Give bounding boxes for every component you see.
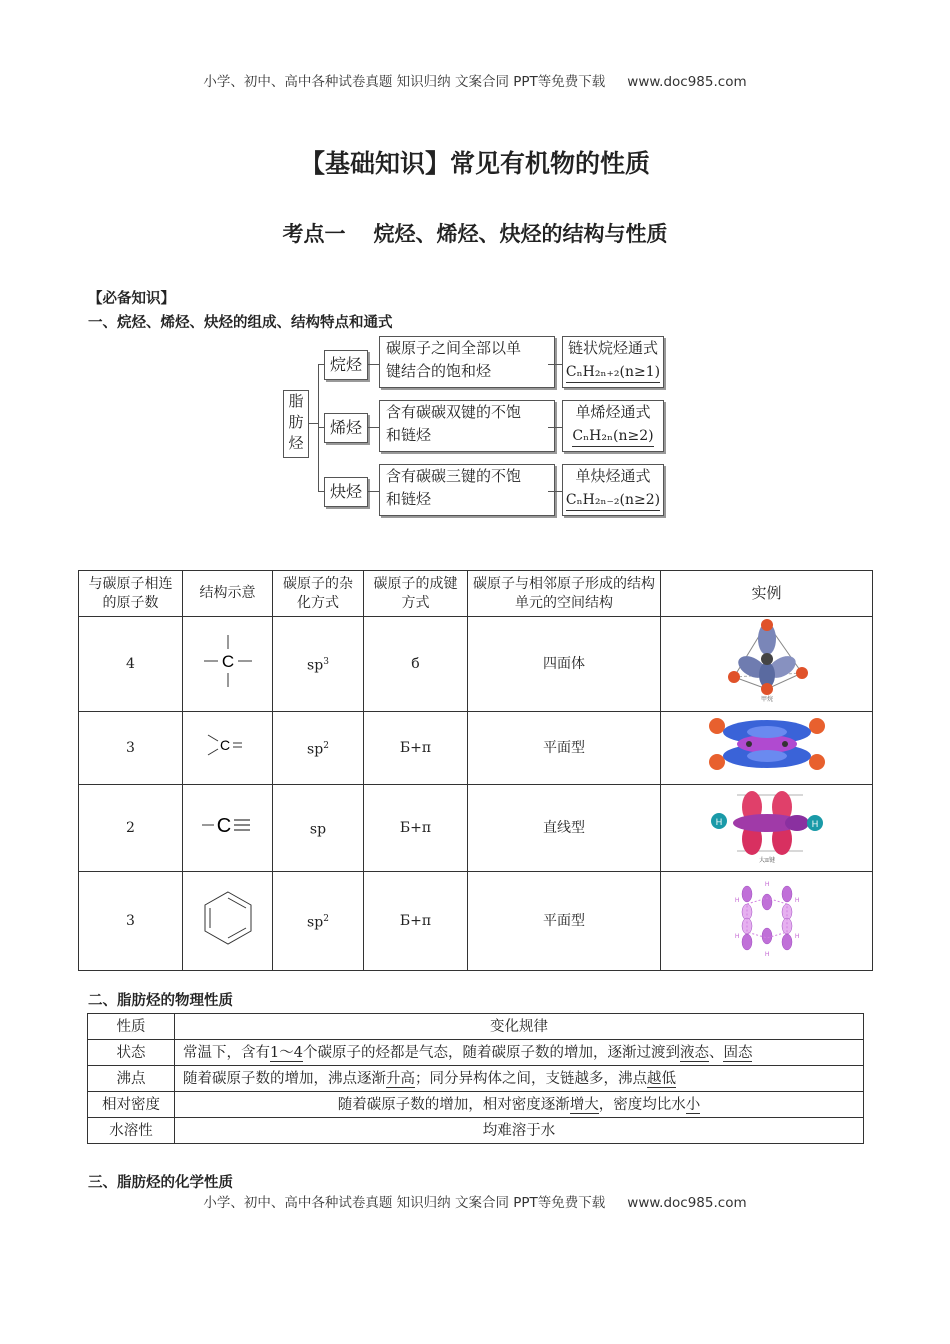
ethyne-caption: 大π键 — [758, 857, 775, 864]
root-box — [283, 390, 309, 458]
geometry: 四面体 — [468, 617, 661, 712]
svg-text:C: C — [221, 652, 234, 671]
connector — [367, 427, 379, 428]
page-title: 【基础知识】常见有机物的性质 — [299, 149, 650, 178]
sp-carbon-icon — [196, 805, 260, 845]
svg-text:H: H — [734, 898, 739, 904]
table-row — [88, 1066, 864, 1092]
ethene-model-image — [707, 712, 827, 778]
svg-text:H: H — [764, 882, 769, 888]
property-rule: 均难溶于水 — [175, 1118, 864, 1144]
alkyne-formula: CₙH₂ₙ₋₂(n≥2) — [566, 490, 660, 511]
alkane-desc-box — [379, 336, 555, 388]
sp2-carbon-icon — [198, 725, 258, 765]
section-3-heading: 三、脂肪烃的化学性质 — [88, 1175, 233, 1191]
atom-count: 3 — [79, 712, 183, 785]
root-char: 肪 — [288, 413, 304, 431]
svg-text:H: H — [715, 817, 722, 827]
property-rule: 随着碳原子数的增加，沸点逐渐升高；同分异构体之间，支链越多，沸点越低 — [175, 1066, 864, 1092]
subtitle-text: 烷烃、烯烃、炔烃的结构与性质 — [373, 222, 668, 246]
physical-properties-table — [87, 1013, 864, 1144]
connector — [548, 364, 562, 365]
property-rule: 随着碳原子数的增加，相对密度逐渐增大，密度均比水小 — [175, 1092, 864, 1118]
geometry: 直线型 — [468, 785, 661, 872]
alkane-desc-line: 碳原子之间全部以单 — [386, 339, 522, 357]
geometry: 平面型 — [468, 712, 661, 785]
alkyne-desc-line: 和链烃 — [386, 490, 432, 508]
root-char: 脂 — [288, 392, 304, 410]
alkyne-formula-title: 单炔烃通式 — [575, 467, 651, 485]
table-row — [88, 1092, 864, 1118]
benzene-model-image — [717, 878, 817, 958]
alkane-desc-line: 键结合的饱和烃 — [386, 362, 492, 380]
table-header: 碳原子的成键方式 — [364, 571, 468, 617]
table-row — [88, 1040, 864, 1066]
table-header: 与碳原子相连的原子数 — [79, 571, 183, 617]
example-cell — [661, 872, 873, 971]
connector — [367, 364, 379, 365]
table-row — [79, 785, 873, 872]
classification-diagram — [280, 334, 670, 520]
table-row — [79, 712, 873, 785]
property-rule: 常温下，含有1～4个碳原子的烃都是气态，随着碳原子数的增加，逐渐过渡到液态、固态 — [175, 1040, 864, 1066]
property-name: 相对密度 — [88, 1092, 175, 1118]
table-header: 实例 — [661, 571, 873, 617]
methane-model-image — [722, 617, 812, 705]
bond-type: Б+п — [364, 785, 468, 872]
bond-type: Б+п — [364, 872, 468, 971]
table-header: 变化规律 — [175, 1014, 864, 1040]
footer-url[interactable]: www.doc985.com — [627, 1195, 747, 1211]
sp3-carbon-icon — [198, 631, 258, 691]
hybridization: $sp^3$ — [273, 617, 364, 712]
svg-text:H: H — [794, 898, 799, 904]
connector — [548, 427, 562, 428]
property-name: 状态 — [88, 1040, 175, 1066]
svg-text:C: C — [219, 737, 230, 753]
alkene-desc-line: 和链烃 — [386, 426, 432, 444]
geometry: 平面型 — [468, 872, 661, 971]
alkyne-desc-line: 含有碳碳三键的不饱 — [386, 467, 522, 485]
subtitle-label: 考点一 — [282, 222, 346, 246]
property-name: 沸点 — [88, 1066, 175, 1092]
example-cell — [661, 617, 873, 712]
header-url[interactable]: www.doc985.com — [627, 74, 747, 90]
table-header: 碳原子与相邻原子形成的结构单元的空间结构 — [468, 571, 661, 617]
structure-cell — [183, 785, 273, 872]
structure-cell — [183, 712, 273, 785]
alkene-desc-line: 含有碳碳双键的不饱 — [386, 403, 522, 421]
section-1-heading: 一、烷烃、烯烃、炔烃的组成、结构特点和通式 — [88, 315, 393, 331]
connector — [367, 491, 379, 492]
svg-text:H: H — [811, 819, 818, 829]
alkane-formula: CₙH₂ₙ₊₂(n≥1) — [566, 362, 660, 383]
ethyne-model-image — [707, 785, 827, 865]
table-header: 性质 — [88, 1014, 175, 1040]
example-cell — [661, 785, 873, 872]
atom-count: 3 — [79, 872, 183, 971]
alkene-desc-box — [379, 400, 555, 452]
table-row — [79, 872, 873, 971]
page-footer — [0, 1191, 950, 1211]
hybridization: $sp^2$ — [273, 712, 364, 785]
structure-cell — [183, 617, 273, 712]
svg-text:H: H — [794, 934, 799, 940]
alkane-formula-box — [562, 336, 664, 388]
table-header-row — [79, 571, 873, 617]
svg-text:H: H — [764, 952, 769, 958]
alkene-box: 烯烃 — [324, 413, 368, 443]
alkene-formula-box — [562, 400, 664, 452]
table-row — [79, 617, 873, 712]
alkene-formula: CₙH₂ₙ(n≥2) — [572, 426, 653, 447]
svg-text:H: H — [734, 934, 739, 940]
footer-text: 小学、初中、高中各种试卷真题 知识归纳 文案合同 PPT等免费下载 — [203, 1195, 606, 1211]
header-text: 小学、初中、高中各种试卷真题 知识归纳 文案合同 PPT等免费下载 — [203, 74, 606, 90]
alkyne-box: 炔烃 — [324, 477, 368, 507]
structure-cell — [183, 872, 273, 971]
alkane-formula-title: 链状烷烃通式 — [567, 339, 658, 357]
hybridization: sp — [273, 785, 364, 872]
benzene-ring-icon — [196, 886, 260, 950]
connector — [548, 491, 562, 492]
example-cell — [661, 712, 873, 785]
section-2-heading: 二、脂肪烃的物理性质 — [88, 993, 233, 1009]
root-char: 烃 — [288, 434, 304, 452]
hybridization-table — [78, 570, 873, 971]
table-header: 结构示意 — [183, 571, 273, 617]
section-bibei: 【必备知识】 — [88, 291, 175, 307]
page-subtitle — [0, 218, 950, 248]
page-header — [0, 70, 950, 90]
table-header: 碳原子的杂化方式 — [273, 571, 364, 617]
hybridization: $sp^2$ — [273, 872, 364, 971]
methane-caption: 甲烷 — [760, 696, 773, 703]
alkene-formula-title: 单烯烃通式 — [575, 403, 651, 421]
property-name: 水溶性 — [88, 1118, 175, 1144]
atom-count: 2 — [79, 785, 183, 872]
alkyne-desc-box — [379, 464, 555, 516]
svg-text:C: C — [216, 815, 231, 837]
alkane-box: 烷烃 — [324, 350, 368, 380]
alkyne-formula-box — [562, 464, 664, 516]
bond-type: б — [364, 617, 468, 712]
atom-count: 4 — [79, 617, 183, 712]
bond-type: Б+п — [364, 712, 468, 785]
table-header-row — [88, 1014, 864, 1040]
table-row — [88, 1118, 864, 1144]
